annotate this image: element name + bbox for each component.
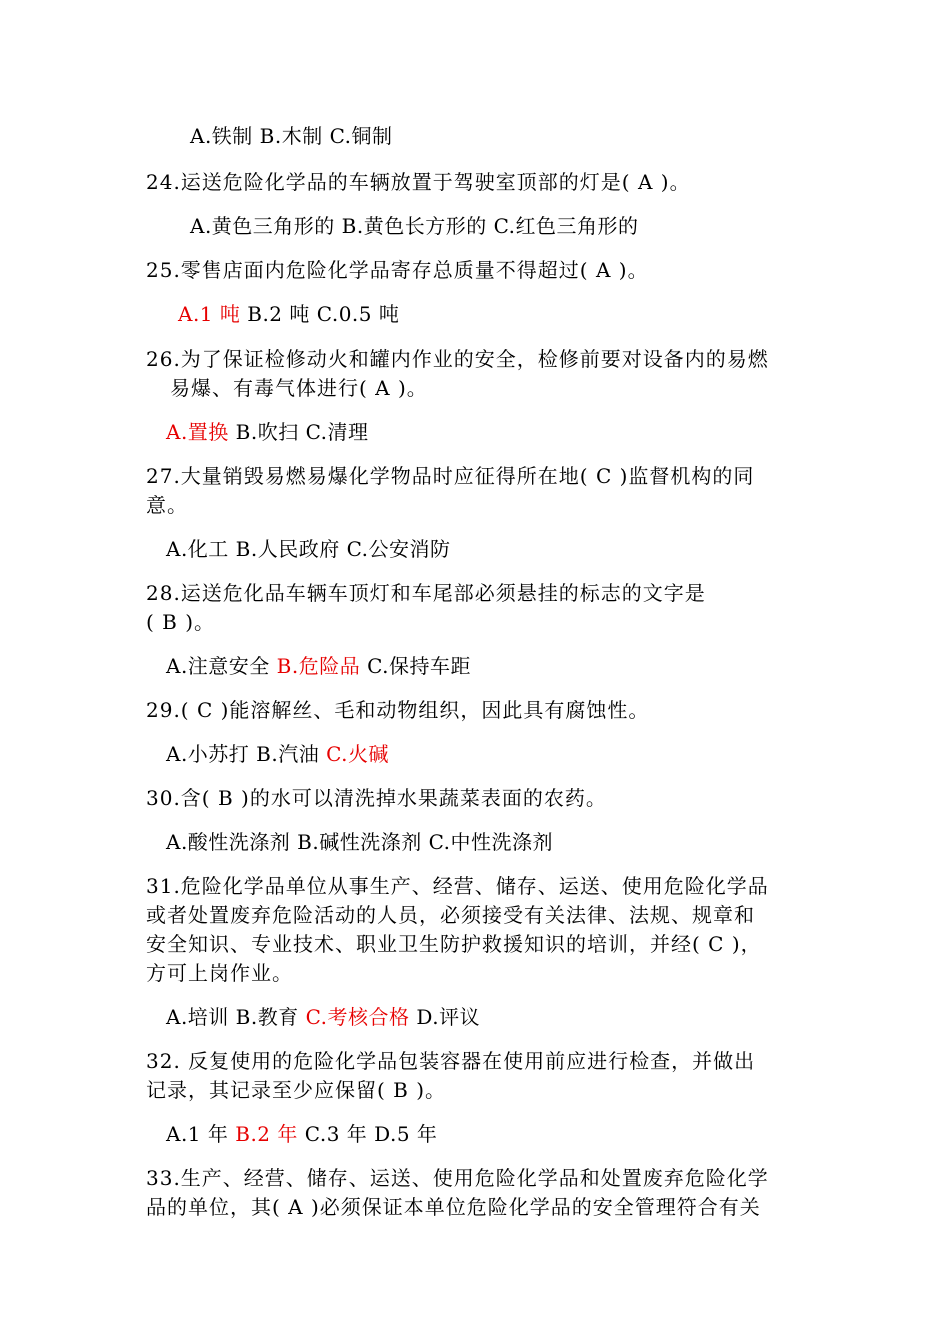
line-text-segment: A.铁制 bbox=[190, 124, 253, 148]
line-text-segment: 方可上岗作业。 bbox=[146, 961, 293, 985]
line-text-segment: B.木制 bbox=[252, 124, 323, 148]
question-text-line bbox=[146, 608, 215, 636]
line-text-segment: C.3 年 bbox=[297, 1122, 368, 1146]
line-text-segment: C.0.5 吨 bbox=[309, 302, 400, 326]
question-text-line bbox=[146, 1076, 446, 1104]
answer-options-line bbox=[166, 828, 553, 856]
question-text-line bbox=[146, 872, 769, 900]
line-text-segment: 记录，其记录至少应保留( B )。 bbox=[146, 1078, 447, 1102]
question-text-line bbox=[146, 784, 607, 812]
question-text-line bbox=[170, 374, 428, 402]
line-text-segment: 意。 bbox=[146, 493, 188, 517]
line-text-segment: A.黄色三角形的 bbox=[190, 214, 335, 238]
line-text-segment: B.人民政府 bbox=[228, 537, 340, 561]
answer-options-line bbox=[190, 122, 393, 150]
line-text-segment: C.铜制 bbox=[322, 124, 393, 148]
question-text-line bbox=[146, 345, 769, 373]
line-text-segment: A.培训 bbox=[166, 1005, 229, 1029]
line-text-segment: A.化工 bbox=[166, 537, 229, 561]
question-text-line bbox=[146, 579, 706, 607]
line-text-segment: 26.为了保证检修动火和罐内作业的安全，检修前要对设备内的易燃 bbox=[146, 347, 769, 371]
question-text-line bbox=[146, 1193, 761, 1221]
correct-answer-text: B.2 年 bbox=[228, 1122, 298, 1146]
line-text-segment: B.汽油 bbox=[249, 742, 320, 766]
line-text-segment: A.注意安全 bbox=[166, 654, 270, 678]
line-text-segment: B.黄色长方形的 bbox=[334, 214, 487, 238]
question-text-line bbox=[146, 901, 755, 929]
line-text-segment: C.保持车距 bbox=[360, 654, 472, 678]
line-text-segment: C.红色三角形的 bbox=[486, 214, 639, 238]
line-text-segment: C.中性洗涤剂 bbox=[421, 830, 554, 854]
line-text-segment: 或者处置废弃危险活动的人员，必须接受有关法律、法规、规章和 bbox=[146, 903, 755, 927]
question-text-line bbox=[146, 930, 762, 958]
line-text-segment: B.碱性洗涤剂 bbox=[290, 830, 422, 854]
question-text-line bbox=[146, 168, 691, 196]
line-text-segment: ( B )。 bbox=[146, 610, 216, 634]
correct-answer-text: C.火碱 bbox=[319, 742, 390, 766]
line-text-segment: C.清理 bbox=[298, 420, 369, 444]
correct-answer-text: C.考核合格 bbox=[298, 1005, 410, 1029]
line-text-segment: B.吹扫 bbox=[228, 420, 299, 444]
question-text-line bbox=[146, 1164, 769, 1192]
question-text-line bbox=[146, 256, 649, 284]
line-text-segment: 安全知识、专业技术、职业卫生防护救援知识的培训，并经( C )， bbox=[146, 932, 762, 956]
answer-options-line bbox=[166, 535, 451, 563]
line-text-segment: A.酸性洗涤剂 bbox=[166, 830, 291, 854]
line-text-segment: 品的单位，其( A )必须保证本单位危险化学品的安全管理符合有关 bbox=[146, 1195, 761, 1219]
line-text-segment: 25.零售店面内危险化学品寄存总质量不得超过( A )。 bbox=[146, 258, 649, 282]
line-text-segment: 32. 反复使用的危险化学品包装容器在使用前应进行检查，并做出 bbox=[146, 1049, 756, 1073]
line-text-segment: 31.危险化学品单位从事生产、经营、储存、运送、使用危险化学品 bbox=[146, 874, 769, 898]
line-text-segment: A.小苏打 bbox=[166, 742, 250, 766]
correct-answer-text: B.危险品 bbox=[269, 654, 361, 678]
answer-options-line bbox=[178, 300, 399, 328]
question-text-line bbox=[146, 1047, 755, 1075]
correct-answer-text: A.1 吨 bbox=[178, 302, 241, 326]
line-text-segment: D.评议 bbox=[409, 1005, 481, 1029]
line-text-segment: A.1 年 bbox=[166, 1122, 229, 1146]
line-text-segment: D.5 年 bbox=[367, 1122, 438, 1146]
line-text-segment: 28.运送危化品车辆车顶灯和车尾部必须悬挂的标志的文字是 bbox=[146, 581, 706, 605]
line-text-segment: B.2 吨 bbox=[240, 302, 310, 326]
line-text-segment: 33.生产、经营、储存、运送、使用危险化学品和处置废弃危险化学 bbox=[146, 1166, 769, 1190]
line-text-segment: 易爆、有毒气体进行( A )。 bbox=[170, 376, 428, 400]
question-text-line bbox=[146, 696, 649, 724]
question-text-line bbox=[146, 959, 293, 987]
question-text-line bbox=[146, 491, 188, 519]
correct-answer-text: A.置换 bbox=[166, 420, 229, 444]
line-text-segment: B.教育 bbox=[228, 1005, 299, 1029]
line-text-segment: 29.( C )能溶解丝、毛和动物组织，因此具有腐蚀性。 bbox=[146, 698, 650, 722]
answer-options-line bbox=[166, 1003, 480, 1031]
line-text-segment: C.公安消防 bbox=[339, 537, 451, 561]
line-text-segment: 30.含( B )的水可以清洗掉水果蔬菜表面的农药。 bbox=[146, 786, 607, 810]
answer-options-line bbox=[166, 418, 369, 446]
answer-options-line bbox=[190, 212, 639, 240]
question-text-line bbox=[146, 462, 754, 490]
answer-options-line bbox=[166, 1120, 437, 1148]
line-text-segment: 24.运送危险化学品的车辆放置于驾驶室顶部的灯是( A )。 bbox=[146, 170, 691, 194]
answer-options-line bbox=[166, 740, 389, 768]
line-text-segment: 27.大量销毁易燃易爆化学物品时应征得所在地( C )监督机构的同 bbox=[146, 464, 755, 488]
answer-options-line bbox=[166, 652, 471, 680]
